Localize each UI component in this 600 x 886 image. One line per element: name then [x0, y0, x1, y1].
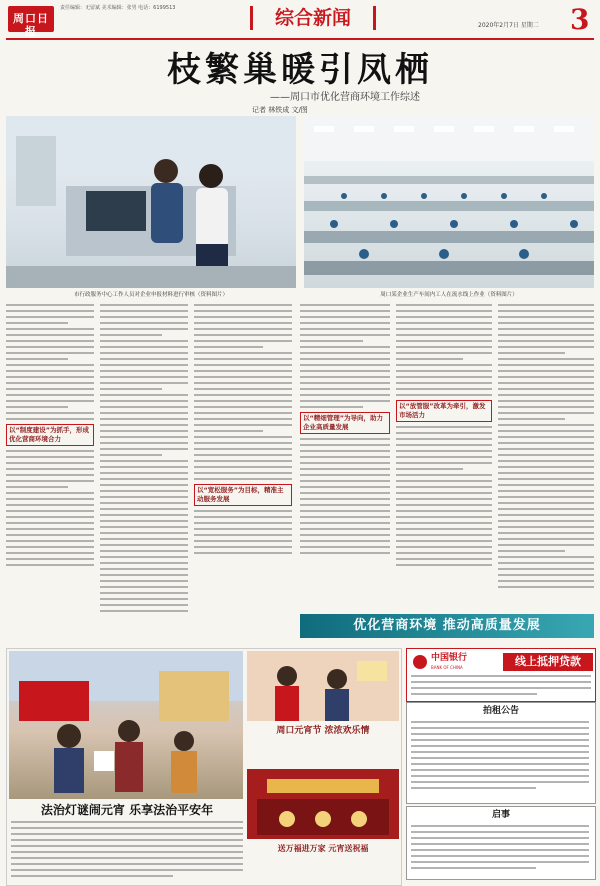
section-title: 综合新闻	[250, 6, 376, 30]
byline: 记者 林铁成 文/图	[252, 106, 308, 114]
bank-ad-text	[411, 675, 591, 697]
masthead-rule	[6, 38, 594, 40]
feature-photo-2	[247, 651, 399, 721]
rental-notice	[406, 702, 596, 804]
photo-factory-floor	[304, 116, 594, 288]
main-headline: 枝繁巢暖引凤栖	[167, 50, 433, 90]
feature-photo-3	[247, 769, 399, 839]
feature-headline-3: 送万福进万家 元宵送祝福	[277, 843, 369, 853]
bank-name: 中国银行	[431, 653, 468, 663]
subheadline: ——周口市优化营商环境工作综述	[270, 92, 420, 103]
bank-name-en: BANK OF CHINA	[431, 665, 463, 670]
editor-info: 责任编辑：无留斌 美术编辑：张男 电话：6199513	[60, 5, 176, 11]
bank-logo-icon	[413, 655, 427, 669]
article-column-3	[194, 304, 292, 640]
photo-caption-right: 周口某企业生产车间内工人在流水线上作业（资料图片）	[380, 292, 518, 298]
bank-slogan: 线上抵押贷款	[503, 653, 593, 671]
photo-service-center	[6, 116, 296, 288]
article-subtitle: 以“宽松服务”为目标，精准主动服务发展	[194, 484, 292, 506]
photo-caption-left: 市行政服务中心工作人员对企业申报材料进行审核（资料图片）	[73, 292, 228, 298]
feature-headline-main: 法治灯谜闹元宵 乐享法治平安年	[40, 803, 214, 817]
article-subtitle: 以“放管服”改革为牵引，激发市场活力	[396, 400, 492, 422]
feature-photo-main	[9, 651, 243, 799]
article-column-2	[100, 304, 188, 640]
issue-date: 2020年2月7日 星期二	[478, 22, 539, 29]
article-column-1	[6, 304, 94, 640]
notice2-title: 启事	[491, 810, 510, 820]
public-notice	[406, 806, 596, 880]
section-banner: 优化营商环境 推动高质量发展	[300, 614, 594, 638]
article-subtitle: 以“精细管理”为导向，助力企业高质量发展	[300, 412, 390, 434]
notice2-body	[411, 825, 589, 875]
page-number: 3	[570, 3, 590, 36]
notice-body	[411, 721, 589, 801]
lantern-festival-feature	[6, 648, 402, 886]
article-column-5	[396, 304, 492, 610]
masthead	[0, 0, 600, 40]
article-column-4	[300, 304, 390, 610]
article-column-6	[498, 304, 594, 610]
bank-advertisement	[406, 648, 596, 702]
notice-title: 拍租公告	[482, 706, 519, 716]
feature-body	[11, 821, 243, 881]
article-subtitle: 以“制度建设”为抓手，形成优化营商环境合力	[6, 424, 94, 446]
feature-headline-2: 周口元宵节 浓浓欢乐情	[276, 726, 370, 736]
newspaper-logo: 周口日报	[8, 6, 54, 32]
